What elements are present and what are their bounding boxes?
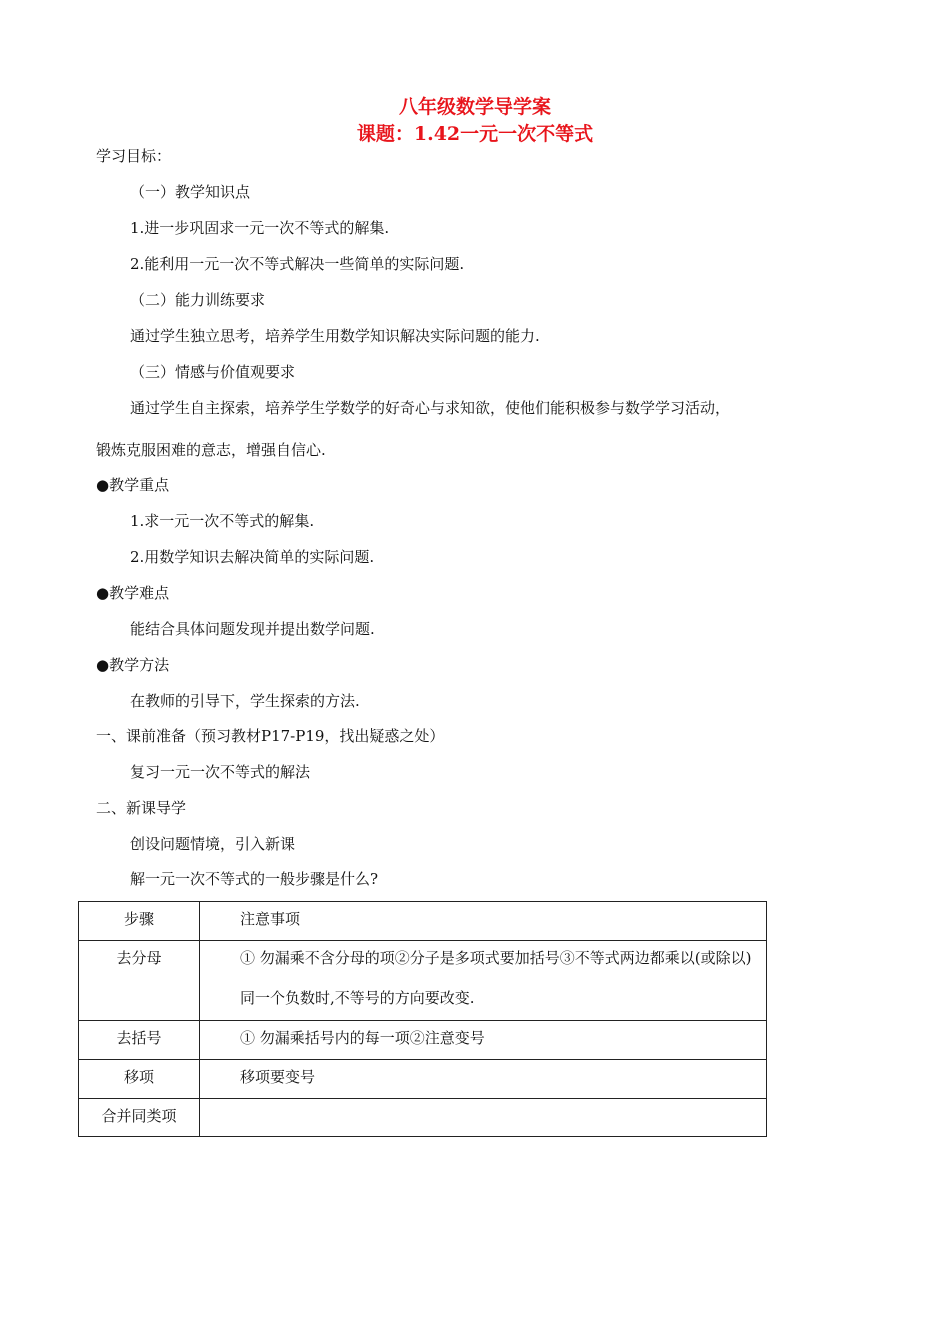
note-cell: 移项要变号 (200, 1060, 767, 1099)
knowledge-item: 1.进一步巩固求一元一次不等式的解集. (130, 219, 390, 237)
section2-question: 解一元一次不等式的一般步骤是什么? (130, 870, 379, 888)
table-row (79, 1021, 767, 1060)
method-text: 在教师的引导下，学生探索的方法. (130, 692, 360, 710)
section2-heading: 二、新课导学 (96, 799, 187, 817)
section1-heading: 一、课前准备（预习教材P17-P19，找出疑惑之处） (96, 727, 445, 745)
note-cell: ① 勿漏乘不含分母的项②分子是多项式要加括号③不等式两边都乘以(或除以)同一个负数时,不等号的方向要改变. (200, 941, 767, 1021)
emotion-heading: （三）情感与价值观要求 (130, 363, 296, 381)
steps-table (78, 901, 767, 1137)
document-title: 八年级数学导学案 (398, 96, 551, 118)
key-point-item: 1.求一元一次不等式的解集. (130, 512, 315, 530)
difficulties-text: 能结合具体问题发现并提出数学问题. (130, 620, 375, 638)
ability-heading: （二）能力训练要求 (130, 291, 266, 309)
method-heading: ●教学方法 (96, 656, 170, 674)
knowledge-heading: （一）教学知识点 (130, 183, 251, 201)
note-cell: ① 勿漏乘括号内的每一项②注意变号 (200, 1021, 767, 1060)
step-cell: 去括号 (79, 1021, 200, 1060)
objectives-heading: 学习目标： (96, 147, 172, 165)
table-header-cell: 注意事项 (200, 902, 767, 941)
lesson-topic: 课题：1.42一元一次不等式 (356, 123, 594, 145)
section1-text: 复习一元一次不等式的解法 (130, 763, 311, 781)
knowledge-item: 2.能利用一元一次不等式解决一些简单的实际问题. (130, 255, 465, 273)
note-cell (200, 1099, 767, 1137)
section2-intro: 创设问题情境，引入新课 (130, 835, 296, 853)
emotion-text: 通过学生自主探索，培养学生学数学的好奇心与求知欲，使他们能积极参与数学学习活动， (130, 399, 731, 417)
step-cell: 移项 (79, 1060, 200, 1099)
ability-text: 通过学生独立思考，培养学生用数学知识解决实际问题的能力. (130, 327, 540, 345)
emotion-text-continued: 锻炼克服困难的意志，增强自信心. (96, 441, 326, 459)
key-points-heading: ●教学重点 (96, 476, 170, 494)
difficulties-heading: ●教学难点 (96, 584, 170, 602)
key-point-item: 2.用数学知识去解决简单的实际问题. (130, 548, 375, 566)
step-cell: 去分母 (79, 941, 200, 1021)
table-row (79, 1099, 767, 1137)
table-row (79, 941, 767, 1021)
table-row (79, 1060, 767, 1099)
step-cell: 合并同类项 (79, 1099, 200, 1137)
table-header-cell: 步骤 (79, 902, 200, 941)
